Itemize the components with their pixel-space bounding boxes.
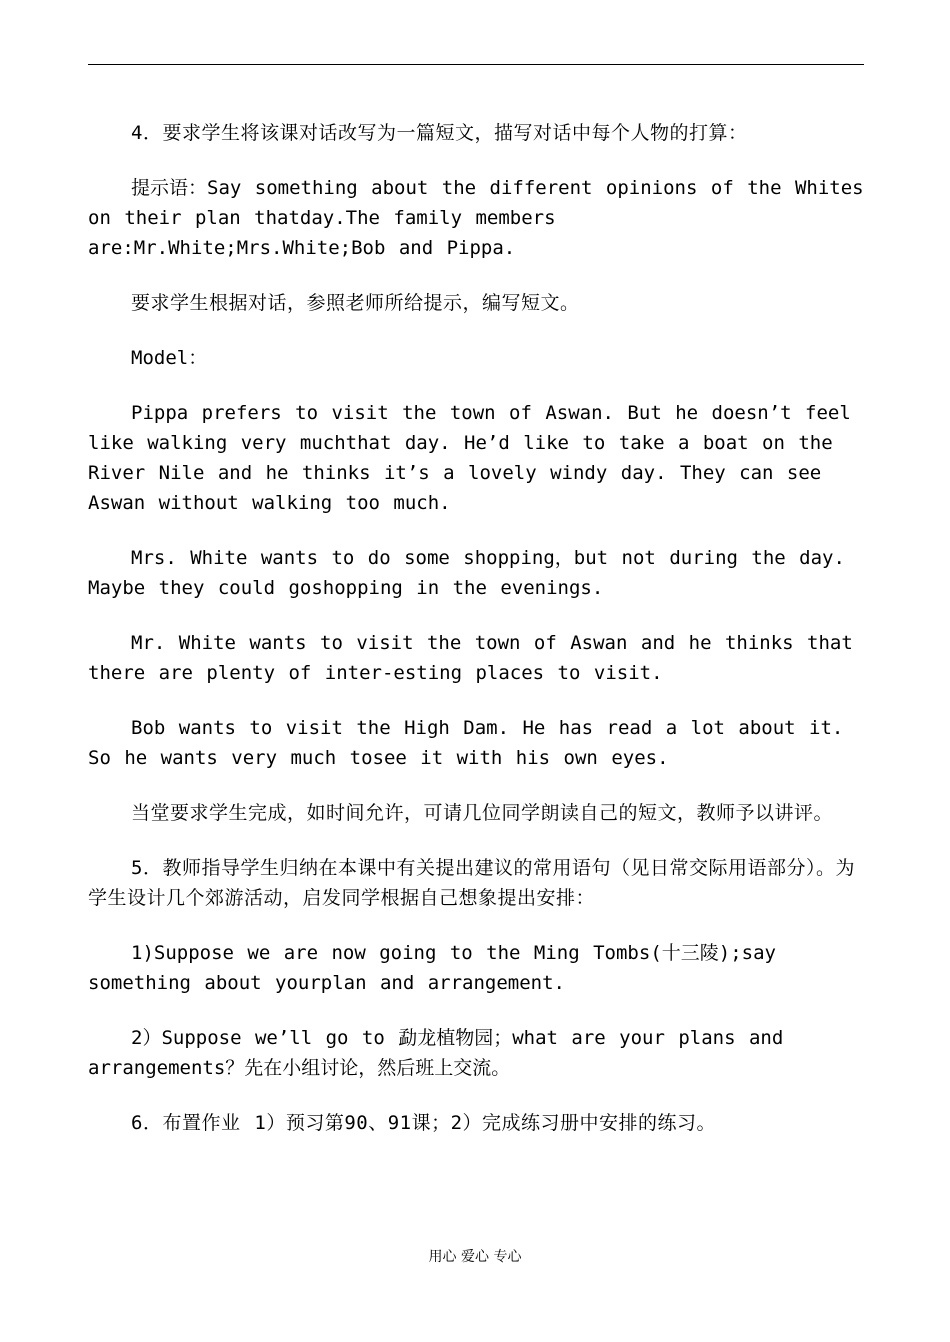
paragraph-bob: Bob wants to visit the High Dam. He has read a lot about it. So he wants very much tosee it with his own eyes. (88, 717, 844, 769)
paragraph-in-class: 当堂要求学生完成，如时间允许，可请几位同学朗读自己的短文，教师予以讲评。 (131, 802, 834, 824)
page-footer: 用心 爱心 专心 (428, 1249, 522, 1265)
header-rule (88, 64, 864, 65)
paragraph-model-label: Model： (131, 347, 208, 369)
paragraph-task-6: 6．布置作业 1）预习第90、91课；2）完成练习册中安排的练习。 (131, 1112, 717, 1134)
paragraph-pippa: Pippa prefers to visit the town of Aswan. But he doesn’t feel like walking very muchthat day. He’d like to take a boat on the River Nile and he thinks it’s a lovely windy day. They can see Aswan without walking too much. (88, 402, 851, 514)
paragraph-task-5: 5．教师指导学生归纳在本课中有关提出建议的常用语句（见日常交际用语部分）。为学生设计几个郊游活动，启发同学根据自己想象提出安排： (88, 857, 855, 909)
paragraph-task-4: 4．要求学生将该课对话改写为一篇短文，描写对话中每个人物的打算： (131, 122, 748, 144)
document-body (88, 118, 864, 1163)
paragraph-suppose-1: 1)Suppose we are now going to the Ming Tombs(十三陵);say something about yourplan and arrangement. (88, 942, 776, 994)
paragraph-prompt: 提示语：Say something about the different opinions of the Whites on their plan thatday.The family members are:Mr.White;Mrs.White;Bob and Pippa. (88, 177, 864, 259)
paragraph-mrs-white: Mrs. White wants to do some shopping，but not during the day. Maybe they could goshopping in the evenings. (88, 547, 845, 599)
paragraph-suppose-2: 2）Suppose we’ll go to 勐龙植物园；what are your plans and arrangements？先在小组讨论，然后班上交流。 (88, 1027, 784, 1079)
paragraph-instruction: 要求学生根据对话，参照老师所给提示，编写短文。 (131, 292, 580, 314)
paragraph-mr-white: Mr. White wants to visit the town of Aswan and he thinks that there are plenty of inter-esting places to visit. (88, 632, 853, 684)
